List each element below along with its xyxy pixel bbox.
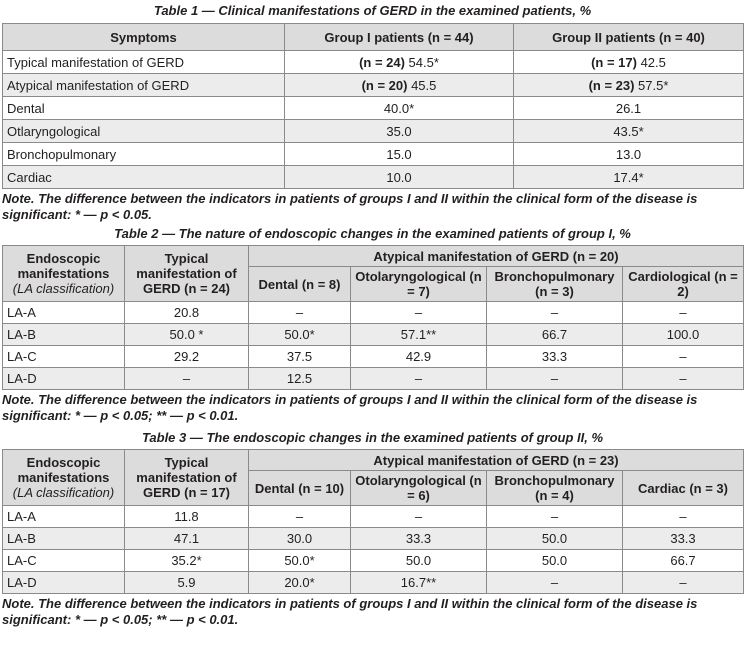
table1-row	[3, 74, 744, 97]
table1-cell-g2-value: 42.5	[636, 54, 666, 70]
table1-row	[3, 143, 744, 166]
table3-row	[3, 550, 744, 572]
table1-cell-g2	[514, 120, 744, 143]
table3-subheader-otolaryngological: Otolaryngological (n = 6)	[351, 471, 487, 506]
table2-cell: –	[487, 368, 623, 390]
table1-cell-g1	[285, 97, 514, 120]
table2-cell: 100.0	[623, 324, 744, 346]
table2-cell: 50.0*	[249, 324, 351, 346]
table1-cell-label: Bronchopulmonary	[3, 143, 285, 166]
table3-cell: 20.0*	[249, 572, 351, 594]
table2-cell: LA-D	[3, 368, 125, 390]
table1-cell-g2	[514, 97, 744, 120]
table2-cell: –	[351, 368, 487, 390]
table1-row	[3, 166, 744, 189]
table3-subheader-dental: Dental (n = 10)	[249, 471, 351, 506]
table3-cell: –	[487, 572, 623, 594]
table3-subheader-bronchopulmonary: Bronchopulmonary (n = 4)	[487, 471, 623, 506]
table1-note: Note. The difference between the indicators in patients of groups I and II within the clinical form of the disease is significant: * — p < 0.05.	[2, 191, 698, 222]
table1-cell-g2-value: 26.1	[615, 100, 642, 116]
table1-cell-g1	[285, 166, 514, 189]
table3-cell: –	[623, 506, 744, 528]
table3-cell: 35.2*	[125, 550, 249, 572]
table1-cell-g1-value: 40.0*	[383, 100, 415, 116]
table2-cell: –	[351, 302, 487, 324]
table2-header-typical: Typical manifestation of GERD (n = 24)	[125, 246, 249, 302]
table2-header-endoscopic-label: Endoscopic manifestations	[17, 251, 110, 281]
table3-cell: 50.0	[351, 550, 487, 572]
table1-cell-g2-n: (n = 17)	[591, 54, 637, 70]
table2-header-row	[3, 246, 744, 267]
table3	[2, 449, 744, 594]
table1-cell-g2-value: 43.5*	[613, 123, 644, 139]
table3-cell: LA-A	[3, 506, 125, 528]
table3-row	[3, 506, 744, 528]
table1-row	[3, 120, 744, 143]
table1-cell-g2-n: (n = 23)	[588, 77, 635, 93]
table2-cell: –	[623, 302, 744, 324]
table3-header-typical: Typical manifestation of GERD (n = 17)	[125, 450, 249, 506]
table2-subheader-otolaryngological: Otolaryngological (n = 7)	[351, 267, 487, 302]
table1-row	[3, 51, 744, 74]
table3-header-endoscopic-label: Endoscopic manifestations	[17, 455, 110, 485]
table2-cell: 37.5	[249, 346, 351, 368]
table2-cell: –	[249, 302, 351, 324]
table3-cell: 66.7	[623, 550, 744, 572]
table1-cell-label: Atypical manifestation of GERD	[3, 74, 285, 97]
table1-cell-label: Typical manifestation of GERD	[3, 51, 285, 74]
table1-cell-g2	[514, 74, 744, 97]
table3-cell: –	[249, 506, 351, 528]
table1-cell-label: Cardiac	[3, 166, 285, 189]
table2-subheader-bronchopulmonary: Bronchopulmonary (n = 3)	[487, 267, 623, 302]
table3-cell: –	[623, 572, 744, 594]
table1-cell-g1-value: 54.5*	[404, 54, 439, 70]
table3-cell: LA-C	[3, 550, 125, 572]
table2-cell: 33.3	[487, 346, 623, 368]
table1-header-symptoms: Symptoms	[3, 24, 285, 51]
table2-cell: –	[487, 302, 623, 324]
table3-header-row	[3, 450, 744, 471]
table1-cell-g1	[285, 74, 514, 97]
table3-cell: LA-B	[3, 528, 125, 550]
table2-caption: Table 2 — The nature of endoscopic changes in the examined patients of group I, %	[114, 226, 631, 241]
table1-header-row	[3, 24, 744, 51]
table3-header-endoscopic-sub: (LA classification)	[12, 485, 115, 500]
table1-cell-g2-value: 13.0	[615, 146, 642, 162]
table3-cell: LA-D	[3, 572, 125, 594]
table3-cell: 30.0	[249, 528, 351, 550]
table3-subheader-cardiac: Cardiac (n = 3)	[623, 471, 744, 506]
table2-cell: LA-A	[3, 302, 125, 324]
table1-row	[3, 97, 744, 120]
table1-cell-g2-value: 17.4*	[613, 169, 644, 185]
table2-row	[3, 302, 744, 324]
table3-caption: Table 3 — The endoscopic changes in the examined patients of group II, %	[141, 430, 604, 445]
table3-cell: 16.7**	[351, 572, 487, 594]
table2-header-atypical: Atypical manifestation of GERD (n = 20)	[249, 246, 744, 267]
table2-row	[3, 346, 744, 368]
table1-cell-label: Otlaryngological	[3, 120, 285, 143]
table1-cell-g1-n: (n = 24)	[359, 54, 405, 70]
table2-cell: –	[623, 368, 744, 390]
table3-cell: 33.3	[623, 528, 744, 550]
table3-cell: 11.8	[125, 506, 249, 528]
table3-row	[3, 572, 744, 594]
table3-cell: 50.0	[487, 550, 623, 572]
table1-cell-g2-value: 57.5*	[634, 77, 669, 93]
table2-cell: LA-B	[3, 324, 125, 346]
table2-cell: 42.9	[351, 346, 487, 368]
table1-cell-g1-value: 35.0	[386, 123, 412, 139]
table1-cell-g1	[285, 120, 514, 143]
table1-cell-g1	[285, 51, 514, 74]
table1-header-group2: Group II patients (n = 40)	[514, 24, 744, 51]
table2-row	[3, 368, 744, 390]
table2-subheader-cardiological: Cardiological (n = 2)	[623, 267, 744, 302]
table3-cell: 5.9	[125, 572, 249, 594]
table3-cell: 50.0*	[249, 550, 351, 572]
table2-cell: 57.1**	[351, 324, 487, 346]
table2-note: Note. The difference between the indicators in patients of groups I and II within the clinical form of the disease is significant: * — p < 0.05; ** — p < 0.01.	[2, 392, 698, 423]
table2-cell: –	[125, 368, 249, 390]
table2	[2, 245, 744, 390]
table1-cell-g1-value: 45.5	[407, 77, 437, 93]
table3-cell: 47.1	[125, 528, 249, 550]
table1-header-group1: Group I patients (n = 44)	[285, 24, 514, 51]
table1-cell-g1	[285, 143, 514, 166]
table2-header-endoscopic-sub: (LA classification)	[12, 281, 115, 296]
table1-cell-g1-value: 10.0	[386, 169, 412, 185]
table2-cell: 29.2	[125, 346, 249, 368]
table1-cell-g1-n: (n = 20)	[361, 77, 408, 93]
table2-cell: 66.7	[487, 324, 623, 346]
table1-cell-g2	[514, 51, 744, 74]
table3-cell: –	[351, 506, 487, 528]
table3-cell: 33.3	[351, 528, 487, 550]
table3-note: Note. The difference between the indicators in patients of groups I and II within the clinical form of the disease is significant: * — p < 0.05; ** — p < 0.01.	[2, 596, 698, 627]
table2-cell: LA-C	[3, 346, 125, 368]
table2-cell: 12.5	[249, 368, 351, 390]
table2-header-endoscopic	[3, 246, 125, 302]
table1	[2, 23, 744, 189]
table2-cell: 20.8	[125, 302, 249, 324]
table3-header-atypical: Atypical manifestation of GERD (n = 23)	[249, 450, 744, 471]
table2-cell: 50.0 *	[125, 324, 249, 346]
table1-cell-g1-value: 15.0	[386, 146, 412, 162]
table2-row	[3, 324, 744, 346]
table1-cell-g2	[514, 143, 744, 166]
document-page	[0, 3, 745, 668]
table1-caption: Table 1 — Clinical manifestations of GERD in the examined patients, %	[153, 3, 592, 18]
table2-cell: –	[623, 346, 744, 368]
table1-cell-g2	[514, 166, 744, 189]
table3-cell: –	[487, 506, 623, 528]
table3-cell: 50.0	[487, 528, 623, 550]
table2-subheader-dental: Dental (n = 8)	[249, 267, 351, 302]
table3-header-endoscopic	[3, 450, 125, 506]
table3-row	[3, 528, 744, 550]
table1-cell-label: Dental	[3, 97, 285, 120]
